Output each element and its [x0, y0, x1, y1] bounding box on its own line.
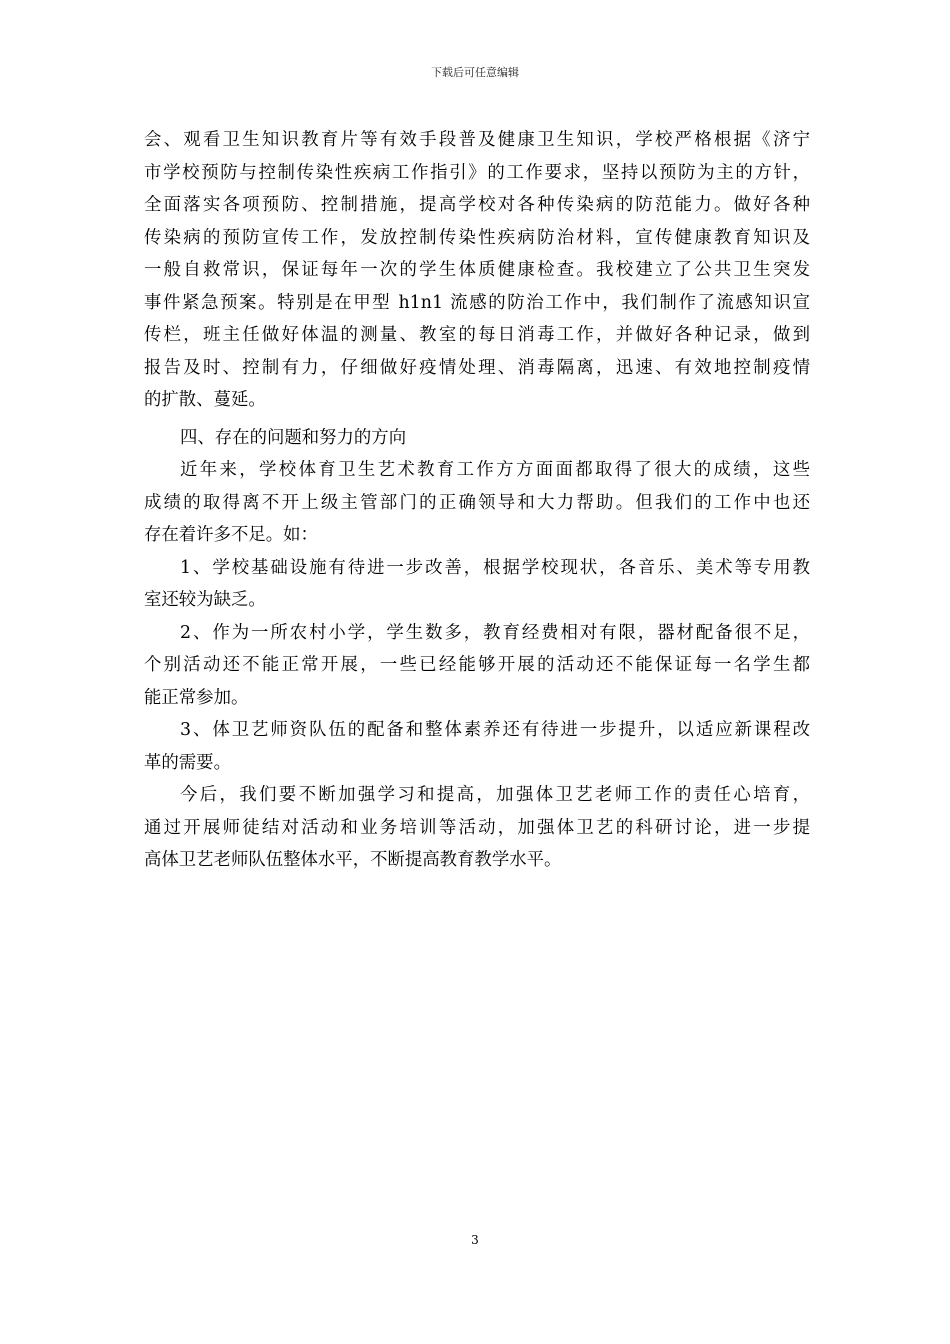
- text-line: 2、作为一所农村小学，学生数多，教育经费相对有限，器材配备很不足，: [180, 622, 810, 643]
- text-line: 今后，我们要不断加强学习和提高，加强体卫艺老师工作的责任心培育，: [180, 785, 810, 805]
- text-line: 通过开展师徒结对活动和业务培训等活动，加强体卫艺的科研讨论，进一步提: [144, 817, 810, 838]
- document-body: [144, 124, 810, 877]
- text-line: 能正常参加。: [144, 687, 249, 708]
- text-line: 存在着许多不足。如：: [144, 525, 318, 545]
- text-line: 成绩的取得离不开上级主管部门的正确领导和大力帮助。但我们的工作中也还: [144, 492, 810, 513]
- text-line: 事件紧急预案。特别是在甲型 h1n1 流感的防治工作中，我们制作了流感知识宣: [144, 292, 810, 313]
- list-item: [144, 714, 810, 779]
- text-line: 个别活动还不能正常开展，一些已经能够开展的活动还不能保证每一名学生都: [144, 655, 810, 675]
- paragraph-health-measures: [144, 124, 810, 417]
- text-line: 1、学校基础设施有待进一步改善，根据学校现状，各音乐、美术等专用教: [180, 557, 810, 578]
- text-line: 近年来，学校体育卫生艺术教育工作方方面面都取得了很大的成绩，这些: [180, 460, 810, 480]
- paragraph-future-plans: [144, 779, 810, 877]
- text-line: 传染病的预防宣传工作，发放控制传染性疾病防治材料，宣传健康教育知识及: [144, 227, 810, 248]
- list-item: [144, 617, 810, 715]
- text-line: 高体卫艺老师队伍整体水平，不断提高教育教学水平。: [144, 850, 562, 870]
- page-number: 3: [471, 1233, 479, 1247]
- text-line: 3、体卫艺师资队伍的配备和整体素养还有待进一步提升，以适应新课程改: [180, 720, 810, 740]
- text-line: 全面落实各项预防、控制措施，提高学校对各种传染病的防范能力。做好各种: [144, 195, 810, 215]
- section-heading: 四、存在的问题和努力的方向: [180, 427, 407, 448]
- text-line: 的扩散、蔓延。: [144, 390, 266, 410]
- text-line: 市学校预防与控制传染性疾病工作指引》的工作要求，坚持以预防为主的方针，: [144, 162, 810, 183]
- text-line: 室还较为缺乏。: [144, 590, 266, 610]
- text-line: 一般自救常识，保证每年一次的学生体质健康检查。我校建立了公共卫生突发: [144, 260, 810, 280]
- page-header: 下载后可任意编辑: [431, 66, 519, 79]
- list-item: [144, 552, 810, 617]
- text-line: 革的需要。: [144, 752, 231, 773]
- text-line: 会、观看卫生知识教育片等有效手段普及健康卫生知识，学校严格根据《济宁: [144, 130, 810, 150]
- paragraph-achievements: [144, 454, 810, 552]
- text-line: 传栏，班主任做好体温的测量、教室的每日消毒工作，并做好各种记录，做到: [144, 325, 810, 345]
- text-line: 报告及时、控制有力，仔细做好疫情处理、消毒隔离，迅速、有效地控制疫情: [144, 357, 810, 378]
